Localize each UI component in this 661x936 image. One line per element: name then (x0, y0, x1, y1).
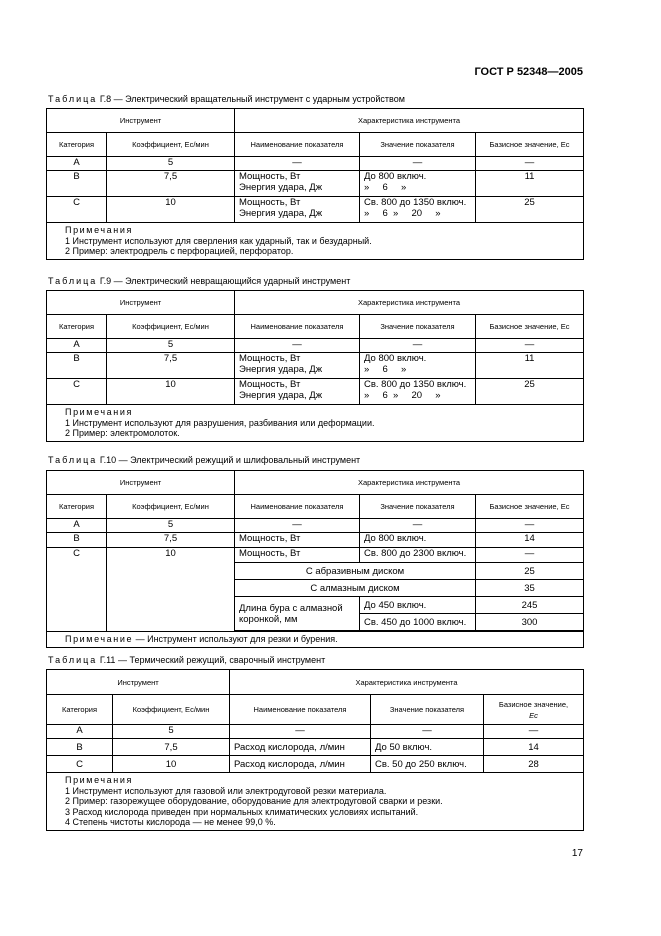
header-basic-value: Базисное значение, Ec (476, 495, 584, 519)
table-row (47, 353, 584, 379)
cell-indicator-name: Расход кислорода, л/мин (230, 756, 371, 773)
table-g11-label: Таблица (48, 655, 98, 665)
cell-basic-value: 14 (476, 533, 584, 548)
cell-basic-value: 25 (476, 563, 584, 580)
cell-basic-value: 11 (476, 353, 584, 379)
header-basic-value: Базисное значение, Ec (476, 133, 584, 157)
cell-indicator-name (235, 171, 360, 197)
cell-indicator-value: До 450 включ. (360, 597, 476, 614)
cell-indicator-name: — (235, 157, 360, 171)
cell-coef: 5 (107, 339, 235, 353)
line: Св. 800 до 1350 включ. (364, 197, 467, 208)
note-item: 3 Расход кислорода приведен при нормальных климатических условиях испытаний. (65, 806, 419, 817)
header-coef: Коэффициент, Ec/мин (107, 315, 235, 339)
cell-category: B (47, 739, 113, 756)
header-characteristic: Характеристика инструмента (235, 109, 584, 133)
cell-category: C (47, 197, 107, 223)
cell-basic-value: 28 (484, 756, 584, 773)
cell-basic-value: — (484, 725, 584, 739)
header-characteristic: Характеристика инструмента (235, 471, 584, 495)
header-characteristic: Характеристика инструмента (235, 291, 584, 315)
table-row (47, 548, 584, 563)
cell-indicator-name: Мощность, Вт (235, 533, 360, 548)
notes-title: Примечания (65, 225, 133, 235)
header-indicator-name: Наименование показателя (235, 315, 360, 339)
header-instrument: Инструмент (47, 670, 230, 695)
line: Длина бура с алмазной (239, 602, 343, 614)
cell-basic-value: 25 (476, 379, 584, 405)
cell-basic-value: 245 (476, 597, 584, 614)
notes-title: Примечания (65, 407, 133, 417)
table-g9-caption (48, 276, 350, 286)
table-g9-number: Г.9 (99, 276, 112, 286)
cell-bur-length (235, 597, 360, 631)
header-category: Категория (47, 695, 113, 725)
cell-basic-value: 35 (476, 580, 584, 597)
line: Мощность, Вт (239, 379, 301, 390)
cell-category: C (47, 379, 107, 405)
note-text: — Инструмент используют для резки и бурения. (135, 634, 338, 644)
header-category: Категория (47, 133, 107, 157)
header-basic-value (484, 695, 584, 725)
note-item: 2 Пример: электродрель с перфорацией, перфоратор. (65, 246, 294, 256)
table-g10-number: Г.10 (99, 455, 117, 465)
table-g8-notes (47, 223, 584, 260)
table-row (47, 533, 584, 548)
cell-indicator-value: До 800 включ. (360, 533, 476, 548)
cell-indicator-value: Св. 50 до 250 включ. (371, 756, 484, 773)
header-coef: Коэффициент, Ec/мин (107, 495, 235, 519)
cell-coef: 7,5 (107, 353, 235, 379)
header-indicator-name: Наименование показателя (235, 133, 360, 157)
table-g11-title: — Термический режущий, сварочный инструмент (117, 655, 326, 665)
line: » 6 » (364, 364, 407, 375)
cell-basic-value: — (476, 339, 584, 353)
line: Энергия удара, Дж (239, 390, 323, 401)
line: Св. 800 до 1350 включ. (364, 379, 467, 390)
table-g11-notes (47, 773, 584, 831)
cell-coef: 5 (107, 519, 235, 533)
cell-coef: 10 (107, 548, 235, 632)
table-row (47, 519, 584, 533)
header-indicator-value: Значение показателя (360, 133, 476, 157)
table-g11 (46, 669, 584, 831)
cell-indicator-value: — (371, 725, 484, 739)
cell-coef: 10 (107, 197, 235, 223)
cell-indicator-name: — (235, 339, 360, 353)
cell-category: A (47, 725, 113, 739)
cell-category: C (47, 756, 113, 773)
table-row (47, 339, 584, 353)
cell-indicator-value: — (360, 157, 476, 171)
cell-basic-value: 14 (484, 739, 584, 756)
note-item: 1 Инструмент используют для разрушения, разбивания или деформации. (65, 417, 375, 428)
header-instrument: Инструмент (47, 291, 235, 315)
cell-diamond-disc: С алмазным диском (235, 580, 476, 597)
table-g8 (46, 108, 584, 260)
cell-basic-value: — (476, 157, 584, 171)
cell-coef: 7,5 (107, 533, 235, 548)
table-g10-caption (48, 455, 360, 465)
cell-category: B (47, 353, 107, 379)
table-row (47, 739, 584, 756)
table-g10 (46, 470, 584, 648)
note-item: 1 Инструмент используют для газовой или электродуговой резки материала. (65, 785, 387, 796)
table-g8-number: Г.8 (99, 94, 112, 104)
cell-indicator-value (360, 171, 476, 197)
cell-coef: 7,5 (107, 171, 235, 197)
cell-indicator-name (235, 379, 360, 405)
cell-indicator-value (360, 379, 476, 405)
notes-title: Примечания (65, 775, 133, 785)
header-indicator-name: Наименование показателя (230, 695, 371, 725)
cell-coef: 10 (113, 756, 230, 773)
line: Базисное значение, (498, 699, 569, 709)
header-coef: Коэффициент, Ec/мин (107, 133, 235, 157)
table-row (47, 756, 584, 773)
note-label: Примечание (65, 634, 134, 644)
table-g10-label: Таблица (48, 455, 98, 465)
cell-basic-value: — (476, 519, 584, 533)
line: Мощность, Вт (239, 171, 301, 182)
cell-coef: 5 (107, 157, 235, 171)
cell-indicator-name: Расход кислорода, л/мин (230, 739, 371, 756)
line: » 6 » 20 » (364, 208, 441, 219)
header-category: Категория (47, 315, 107, 339)
line: Мощность, Вт (239, 197, 301, 208)
table-g9-notes (47, 405, 584, 442)
header-instrument: Инструмент (47, 109, 235, 133)
table-row (47, 157, 584, 171)
line: Мощность, Вт (239, 353, 301, 364)
table-g11-caption (48, 655, 325, 665)
cell-basic-value: 11 (476, 171, 584, 197)
cell-indicator-value: — (360, 339, 476, 353)
cell-indicator-name: — (235, 519, 360, 533)
cell-category: A (47, 519, 107, 533)
line: Энергия удара, Дж (239, 208, 323, 219)
table-g9 (46, 290, 584, 442)
table-row (47, 197, 584, 223)
cell-indicator-value: Св. 800 до 2300 включ. (360, 548, 476, 563)
cell-indicator-value: Св. 450 до 1000 включ. (360, 614, 476, 631)
table-row (47, 725, 584, 739)
table-g9-label: Таблица (48, 276, 98, 286)
table-g9-title: — Электрический невращающийся ударный инструмент (113, 276, 351, 286)
line: До 800 включ. (364, 353, 427, 364)
cell-abrasive-disc: С абразивным диском (235, 563, 476, 580)
cell-indicator-value: — (360, 519, 476, 533)
cell-basic-value: 300 (476, 614, 584, 631)
header-coef: Коэффициент, Ec/мин (113, 695, 230, 725)
cell-category: A (47, 339, 107, 353)
header-characteristic: Характеристика инструмента (230, 670, 584, 695)
cell-category: C (47, 548, 107, 632)
note-item: 2 Пример: электромолоток. (65, 428, 180, 438)
cell-coef: 7,5 (113, 739, 230, 756)
header-basic-value: Базисное значение, Ec (476, 315, 584, 339)
header-category: Категория (47, 495, 107, 519)
cell-coef: 5 (113, 725, 230, 739)
document-standard-number: ГОСТ Р 52348—2005 (474, 66, 583, 78)
table-g10-title: — Электрический режущий и шлифовальный инструмент (118, 455, 361, 465)
cell-indicator-name (235, 353, 360, 379)
header-indicator-name: Наименование показателя (235, 495, 360, 519)
header-indicator-value: Значение показателя (360, 495, 476, 519)
cell-category: B (47, 533, 107, 548)
cell-indicator-value (360, 353, 476, 379)
header-instrument: Инструмент (47, 471, 235, 495)
cell-basic-value: 25 (476, 197, 584, 223)
header-indicator-value: Значение показателя (360, 315, 476, 339)
line: коронкой, мм (239, 613, 298, 625)
header-indicator-value: Значение показателя (371, 695, 484, 725)
cell-indicator-name: — (230, 725, 371, 739)
cell-category: A (47, 157, 107, 171)
note-item: 4 Степень чистоты кислорода — не менее 99,0 %. (65, 817, 276, 827)
cell-indicator-name: Мощность, Вт (235, 548, 360, 563)
table-row (47, 379, 584, 405)
line: » 6 » (364, 182, 407, 193)
cell-indicator-value (360, 197, 476, 223)
note-item: 1 Инструмент используют для сверления как ударный, так и безударный. (65, 235, 372, 246)
cell-basic-value: — (476, 548, 584, 563)
cell-category: B (47, 171, 107, 197)
line: » 6 » 20 » (364, 390, 441, 401)
line: Энергия удара, Дж (239, 364, 323, 375)
line: Ec (529, 710, 538, 720)
table-g8-label: Таблица (48, 94, 98, 104)
table-g8-title: — Электрический вращательный инструмент с ударным устройством (113, 94, 405, 104)
table-g8-caption (48, 94, 405, 104)
line: Энергия удара, Дж (239, 182, 323, 193)
table-g10-note (47, 632, 584, 648)
line: До 800 включ. (364, 171, 427, 182)
table-g11-number: Г.11 (99, 655, 116, 665)
cell-indicator-value: До 50 включ. (371, 739, 484, 756)
cell-indicator-name (235, 197, 360, 223)
page-number: 17 (571, 848, 583, 859)
note-item: 2 Пример: газорежущее оборудование, оборудование для электродуговой сварки и резки. (65, 796, 443, 806)
table-row (47, 171, 584, 197)
cell-coef: 10 (107, 379, 235, 405)
